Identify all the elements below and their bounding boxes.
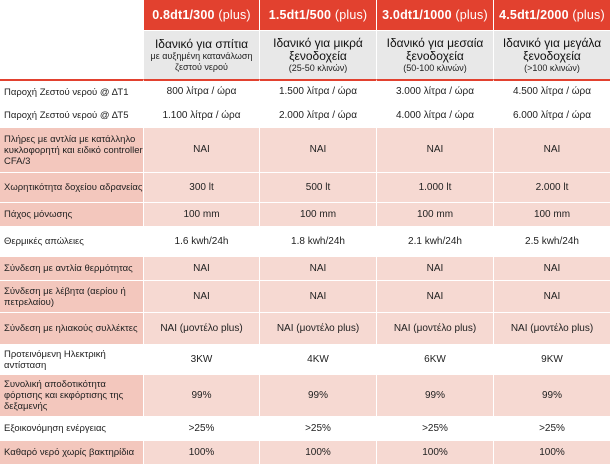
subheader-desc: με αυξημένη κατανάλωση ζεστού νερού [150, 50, 253, 72]
row-label: Πάχος μόνωσης [0, 202, 143, 226]
spec-row-5 [0, 226, 610, 256]
model-suffix: (plus) [218, 8, 251, 22]
spec-row-10 [0, 374, 610, 416]
subheader-0 [143, 30, 259, 79]
spec-row-7 [0, 280, 610, 312]
model-name: 3.0dt1/1000 [382, 8, 452, 22]
model-header-0 [143, 0, 259, 30]
cell-value: 99% [376, 374, 493, 416]
cell-value: ΝΑΙ (μοντέλο plus) [143, 312, 259, 344]
cell-value: 100 mm [493, 202, 610, 226]
cell-value: ΝΑΙ (μοντέλο plus) [259, 312, 376, 344]
cell-value: 6KW [376, 344, 493, 374]
row-label: Σύνδεση με ηλιακούς συλλέκτες [0, 312, 143, 344]
cell-value: 2.000 λίτρα / ώρα [259, 103, 376, 127]
cell-value: ΝΑΙ [376, 256, 493, 280]
subheader-title: Ιδανικό για σπίτια [154, 36, 249, 51]
cell-value: >25% [259, 416, 376, 440]
cell-value: 300 lt [143, 172, 259, 202]
model-header-row [0, 0, 610, 30]
subheader-desc: (50-100 κλινών) [403, 62, 467, 73]
subheader-title: Ιδανικό για μικρά ξενοδοχεία [273, 35, 363, 63]
cell-value: 4.000 λίτρα / ώρα [376, 103, 493, 127]
subheader-title: Ιδανικό για μεγάλα ξενοδοχεία [502, 35, 602, 63]
subheader-1 [259, 30, 376, 79]
row-label: Εξοικονόμηση ενέργειας [0, 416, 143, 440]
model-header-1 [259, 0, 376, 30]
spec-row-11 [0, 416, 610, 440]
row-label: Σύνδεση με αντλία θερμότητας [0, 256, 143, 280]
cell-value: 1.500 λίτρα / ώρα [259, 79, 376, 103]
row-label: Καθαρό νερό χωρίς βακτηρίδια [0, 440, 143, 464]
cell-value: ΝΑΙ [493, 256, 610, 280]
cell-value: 2.1 kwh/24h [376, 226, 493, 256]
subheader-desc: (>100 κλινών) [524, 62, 580, 73]
cell-value: 100 mm [259, 202, 376, 226]
model-suffix: (plus) [455, 8, 488, 22]
cell-value: ΝΑΙ [259, 280, 376, 312]
cell-value: 9KW [493, 344, 610, 374]
model-suffix: (plus) [572, 8, 605, 22]
model-suffix: (plus) [334, 8, 368, 22]
spec-row-6 [0, 256, 610, 280]
cell-value: 4KW [259, 344, 376, 374]
cell-value: 1.000 lt [376, 172, 493, 202]
cell-value: 4.500 λίτρα / ώρα [493, 79, 610, 103]
cell-value: ΝΑΙ [376, 127, 493, 172]
subheader-desc: (25-50 κλινών) [288, 62, 348, 73]
subheader-title: Ιδανικό για μεσαία ξενοδοχεία [386, 35, 484, 63]
header-corner [0, 0, 143, 30]
cell-value: ΝΑΙ [143, 127, 259, 172]
cell-value: ΝΑΙ [493, 280, 610, 312]
cell-value: 3.000 λίτρα / ώρα [376, 79, 493, 103]
cell-value: 100% [259, 440, 376, 464]
cell-value: 6.000 λίτρα / ώρα [493, 103, 610, 127]
cell-value: 99% [493, 374, 610, 416]
cell-value: 1.8 kwh/24h [259, 226, 376, 256]
spec-row-9 [0, 344, 610, 374]
cell-value: 3KW [143, 344, 259, 374]
cell-value: 100 mm [376, 202, 493, 226]
spec-row-0 [0, 79, 610, 103]
cell-value: ΝΑΙ [493, 127, 610, 172]
row-label: Παροχή Ζεστού νερού @ ΔΤ1 [0, 79, 143, 103]
cell-value: 500 lt [259, 172, 376, 202]
cell-value: 100% [376, 440, 493, 464]
cell-value: 100% [143, 440, 259, 464]
cell-value: ΝΑΙ (μοντέλο plus) [493, 312, 610, 344]
row-label: Παροχή Ζεστού νερού @ ΔΤ5 [0, 103, 143, 127]
cell-value: 2.000 lt [493, 172, 610, 202]
row-label: Θερμικές απώλειες [0, 226, 143, 256]
subheader-corner [0, 30, 143, 79]
cell-value: 1.6 kwh/24h [143, 226, 259, 256]
cell-value: 1.100 λίτρα / ώρα [143, 103, 259, 127]
cell-value: ΝΑΙ [143, 256, 259, 280]
row-label: Σύνδεση με λέβητα (αερίου ή πετρελαίου) [0, 280, 143, 312]
spec-row-2 [0, 127, 610, 172]
spec-row-12 [0, 440, 610, 464]
subheader-3 [493, 30, 610, 79]
spec-row-8 [0, 312, 610, 344]
cell-value: 100 mm [143, 202, 259, 226]
spec-row-4 [0, 202, 610, 226]
cell-value: >25% [376, 416, 493, 440]
cell-value: ΝΑΙ [143, 280, 259, 312]
row-label: Χωρητικότητα δοχείου αδρανείας [0, 172, 143, 202]
cell-value: 99% [143, 374, 259, 416]
spec-row-1 [0, 103, 610, 127]
row-label: Προτεινόμενη Ηλεκτρική αντίσταση [0, 344, 143, 374]
model-header-3 [493, 0, 610, 30]
model-name: 0.8dt1/300 [152, 8, 215, 22]
subheader-row [0, 30, 610, 79]
subheader-2 [376, 30, 493, 79]
model-header-2 [376, 0, 493, 30]
spec-row-3 [0, 172, 610, 202]
cell-value: 2.5 kwh/24h [493, 226, 610, 256]
cell-value: 800 λίτρα / ώρα [143, 79, 259, 103]
cell-value: ΝΑΙ (μοντέλο plus) [376, 312, 493, 344]
row-label: Πλήρες με αντλία με κατάλληλο κυκλοφορητή και ειδικό controller CFA/3 [0, 127, 143, 172]
cell-value: ΝΑΙ [259, 127, 376, 172]
cell-value: 100% [493, 440, 610, 464]
row-label: Συνολική αποδοτικότητα φόρτισης και εκφόρτισης της δεξαμενής [0, 374, 143, 416]
model-name: 1.5dt1/500 [268, 8, 332, 22]
cell-value: >25% [143, 416, 259, 440]
cell-value: 99% [259, 374, 376, 416]
cell-value: ΝΑΙ [259, 256, 376, 280]
cell-value: >25% [493, 416, 610, 440]
model-name: 4.5dt1/2000 [499, 8, 569, 22]
cell-value: ΝΑΙ [376, 280, 493, 312]
